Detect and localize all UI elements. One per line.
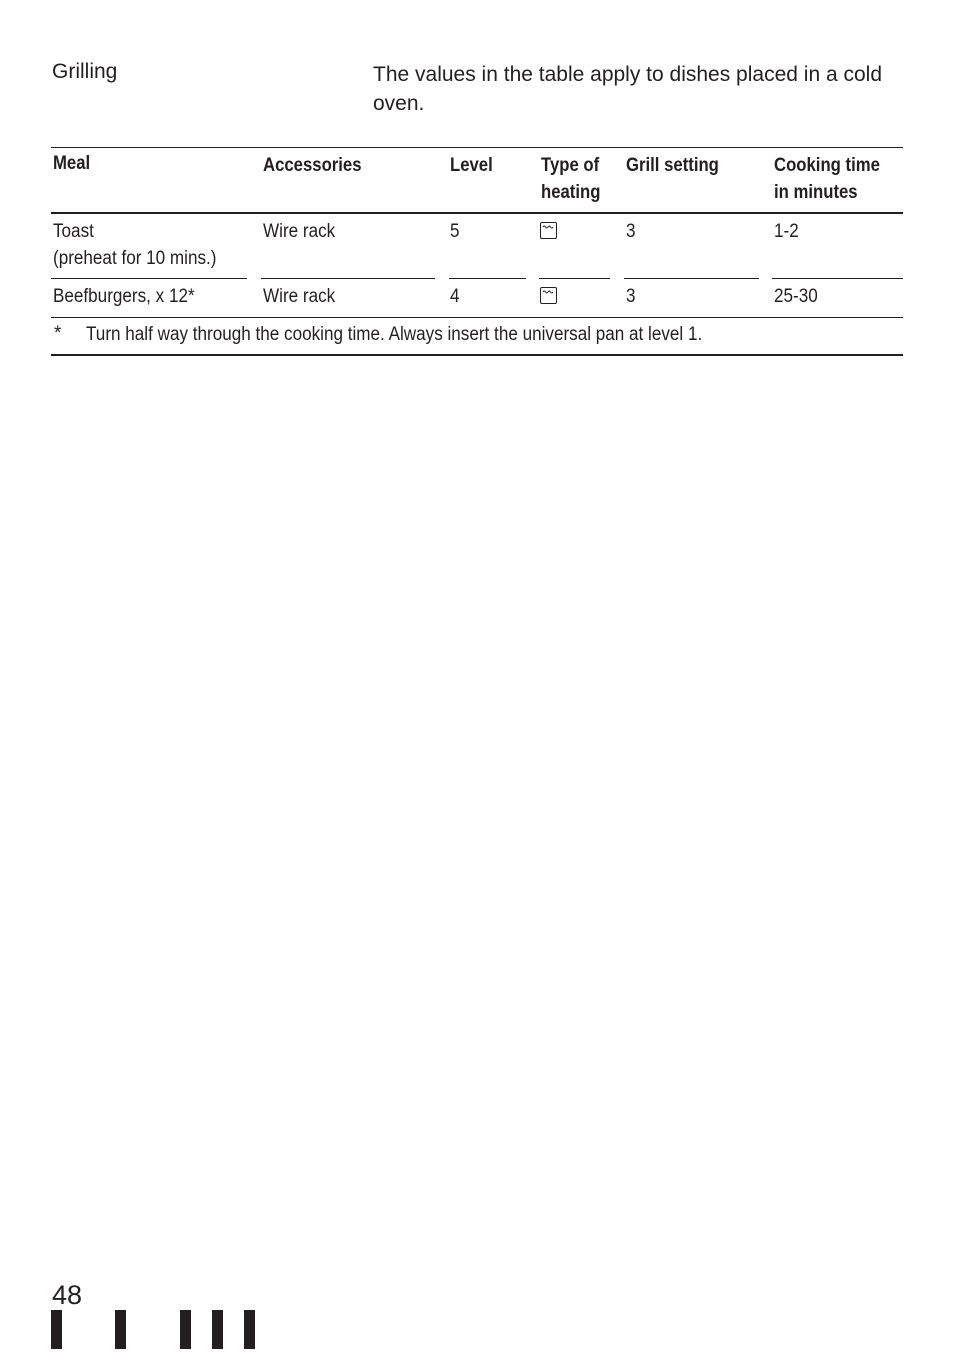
row-divider (261, 278, 435, 279)
cooking-time-cell: 1-2 (774, 221, 799, 242)
table-top-rule (51, 147, 903, 148)
level-cell: 4 (450, 286, 460, 307)
row-divider (449, 278, 526, 279)
page-mark (212, 1310, 223, 1349)
row-divider (624, 278, 759, 279)
header-type-of-heating-2: heating (541, 182, 601, 203)
header-cooking-time-1: Cooking time (774, 155, 880, 176)
header-level: Level (450, 155, 493, 176)
grill-heating-icon (540, 222, 557, 239)
row-divider (772, 278, 903, 279)
row-divider (539, 278, 610, 279)
footnote-text: Turn half way through the cooking time. Always insert the universal pan at level 1. (86, 324, 703, 345)
header-accessories: Accessories (263, 155, 362, 176)
level-cell: 5 (450, 221, 460, 242)
meal-cell: Beefburgers, x 12* (53, 286, 195, 307)
row-bottom-rule (51, 317, 903, 318)
accessories-cell: Wire rack (263, 221, 336, 242)
row-divider (51, 278, 247, 279)
section-title: Grilling (52, 60, 118, 83)
meal-cell-note: (preheat for 10 mins.) (53, 248, 217, 269)
header-type-of-heating-1: Type of (541, 155, 600, 176)
header-grill-setting: Grill setting (626, 155, 719, 176)
page-mark (244, 1310, 255, 1349)
cooking-time-cell: 25-30 (774, 286, 818, 307)
accessories-cell: Wire rack (263, 286, 336, 307)
meal-cell: Toast (53, 221, 94, 242)
footnote-marker: * (54, 323, 62, 344)
grill-heating-icon (540, 287, 557, 304)
page-mark (51, 1310, 62, 1349)
grill-setting-cell: 3 (626, 221, 636, 242)
header-meal: Meal (53, 153, 91, 174)
header-bottom-rule (51, 212, 903, 214)
intro-text: The values in the table apply to dishes placed in a cold oven. (373, 63, 882, 115)
page-mark (115, 1310, 126, 1349)
grill-setting-cell: 3 (626, 286, 636, 307)
header-cooking-time-2: in minutes (774, 182, 858, 203)
page-number: 48 (52, 1280, 83, 1310)
page-mark (180, 1310, 191, 1349)
table-bottom-rule (51, 354, 903, 356)
